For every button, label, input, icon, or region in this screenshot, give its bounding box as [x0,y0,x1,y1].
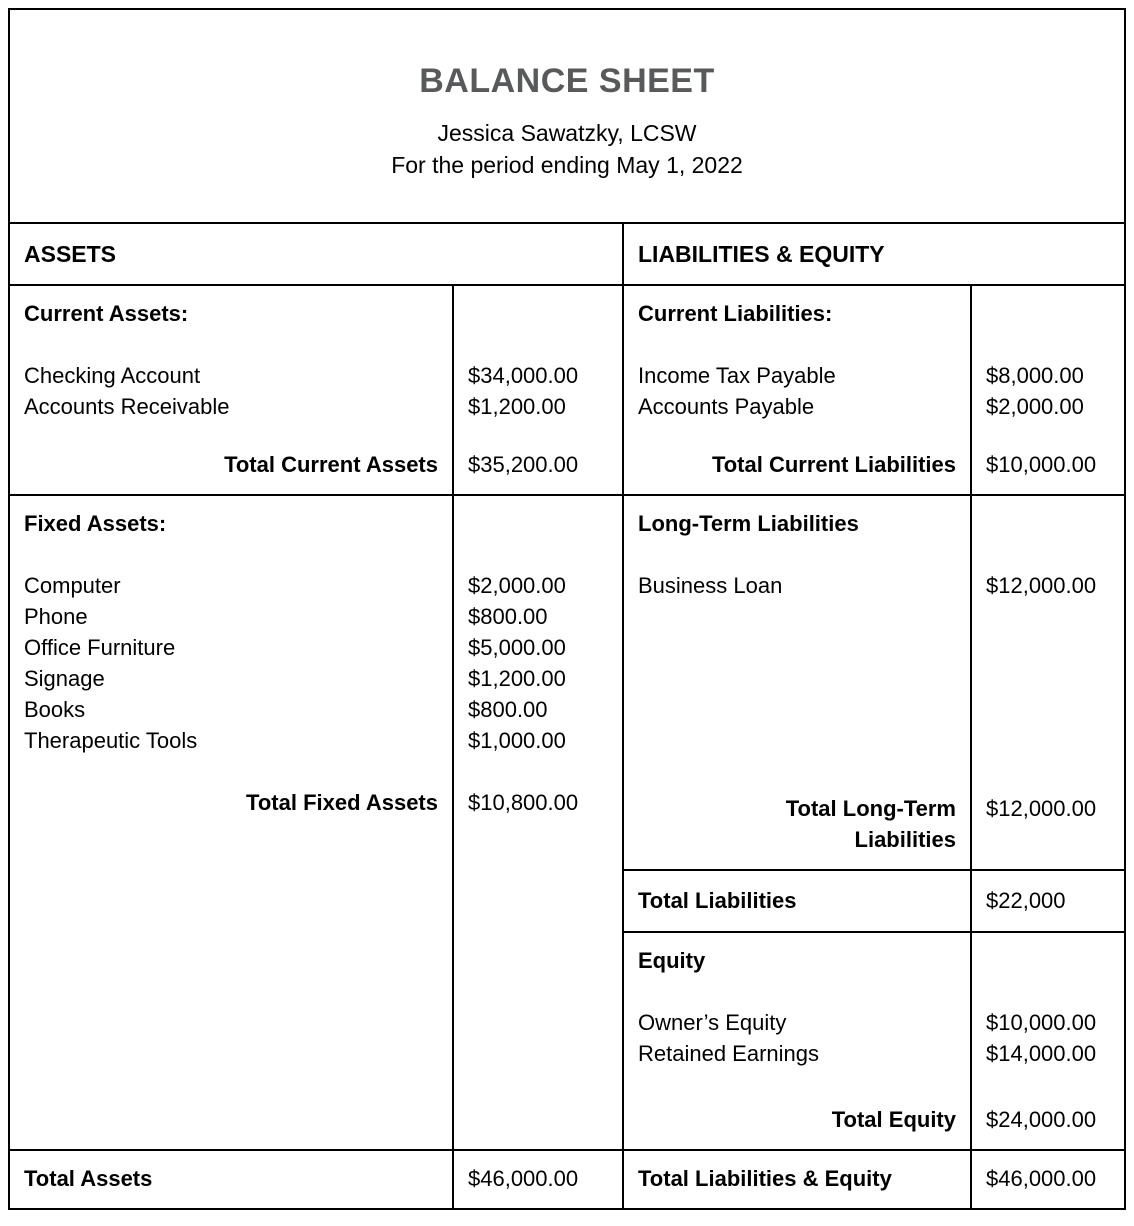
total-amount: $35,200.00 [468,452,579,477]
line-item-amount: $14,000.00 [986,1041,1097,1066]
total-label: Total Current Assets [224,452,438,477]
spacer [986,508,1112,539]
total-label: Total Fixed Assets [246,790,438,815]
total-liabilities-equity-amount [970,1149,1124,1208]
line-item-amount: $800.00 [468,697,548,722]
section-heading: Equity [638,948,706,973]
line-item-amount: $800.00 [468,604,548,629]
spacer [468,329,610,360]
spacer [24,539,440,570]
balance-sheet [8,8,1126,1210]
total-label: Total Equity [831,1107,956,1132]
page-title: BALANCE SHEET [419,62,715,100]
total-amount: $22,000 [986,887,1066,913]
line-item-label: Office Furniture [24,635,176,660]
liabilities-column-header: LIABILITIES & EQUITY [622,224,1124,284]
balance-sheet-body [10,284,1124,1208]
spacer [24,756,440,787]
current-liabilities-amounts [970,286,1124,494]
line-item-label: Income Tax Payable [638,363,836,388]
line-item-amount: $5,000.00 [468,635,566,660]
spacer [638,539,958,570]
spacer [986,298,1112,329]
line-item-amount: $34,000.00 [468,363,579,388]
total-label: Total Current Liabilities [711,452,956,477]
spacer [468,298,610,329]
column-headers [10,222,1124,284]
spacer [24,329,440,360]
subtitle-name: Jessica Sawatzky, LCSW [437,120,697,146]
long-term-liabilities-section [622,494,970,869]
line-item-amount: $1,200.00 [468,394,566,419]
line-item-label: Signage [24,666,105,691]
fixed-assets-amounts [452,494,622,1149]
total-amount: $10,800.00 [468,790,579,815]
line-item-label: Therapeutic Tools [24,728,198,753]
line-item-amount: $1,000.00 [468,728,566,753]
line-item-label: Computer [24,573,121,598]
line-item-label: Owner’s Equity [638,1010,787,1035]
total-label: Total Long-Term Liabilities [785,796,956,852]
total-assets-row [10,1149,452,1208]
line-item-label: Accounts Payable [638,394,815,419]
section-heading: Current Liabilities: [638,301,833,326]
assets-column-header: ASSETS [24,240,117,267]
spacer [986,976,1112,1007]
spacer [986,329,1112,360]
total-amount: $46,000.00 [986,1166,1097,1191]
line-item-amount: $1,200.00 [468,666,566,691]
total-liabilities-row [622,869,970,931]
line-item-label: Phone [24,604,88,629]
equity-amounts [970,931,1124,1149]
line-item-label: Accounts Receivable [24,394,230,419]
total-label: Total Assets [24,1166,153,1191]
total-amount: $46,000.00 [468,1166,579,1191]
line-item-amount: $8,000.00 [986,363,1084,388]
section-heading: Long-Term Liabilities [638,511,859,536]
fixed-assets-section [10,494,452,1149]
spacer [986,945,1112,976]
line-item-amount: $2,000.00 [468,573,566,598]
line-item-amount: $12,000.00 [986,573,1097,598]
section-heading: Fixed Assets: [24,511,167,536]
total-label: Total Liabilities [638,887,797,913]
total-amount: $12,000.00 [986,796,1097,821]
line-item-label: Business Loan [638,573,783,598]
current-assets-amounts [452,286,622,494]
spacer [638,976,958,1007]
line-item-label: Retained Earnings [638,1041,820,1066]
spacer [468,539,610,570]
total-assets-amount [452,1149,622,1208]
total-amount: $10,000.00 [986,452,1097,477]
line-item-amount: $2,000.00 [986,394,1084,419]
current-liabilities-section [622,286,970,494]
line-item-amount: $10,000.00 [986,1010,1097,1035]
spacer [468,756,610,787]
long-term-liabilities-amounts [970,494,1124,869]
total-liabilities-equity-row [622,1149,970,1208]
section-heading: Current Assets: [24,301,189,326]
line-item-label: Checking Account [24,363,201,388]
total-label: Total Liabilities & Equity [638,1166,892,1191]
current-assets-section [10,286,452,494]
spacer [986,539,1112,570]
spacer [468,508,610,539]
total-amount: $24,000.00 [986,1107,1097,1132]
document-header [10,10,1124,222]
spacer [638,329,958,360]
line-item-label: Books [24,697,86,722]
total-liabilities-amount [970,869,1124,931]
subtitle-period: For the period ending May 1, 2022 [391,152,743,178]
equity-section [622,931,970,1149]
